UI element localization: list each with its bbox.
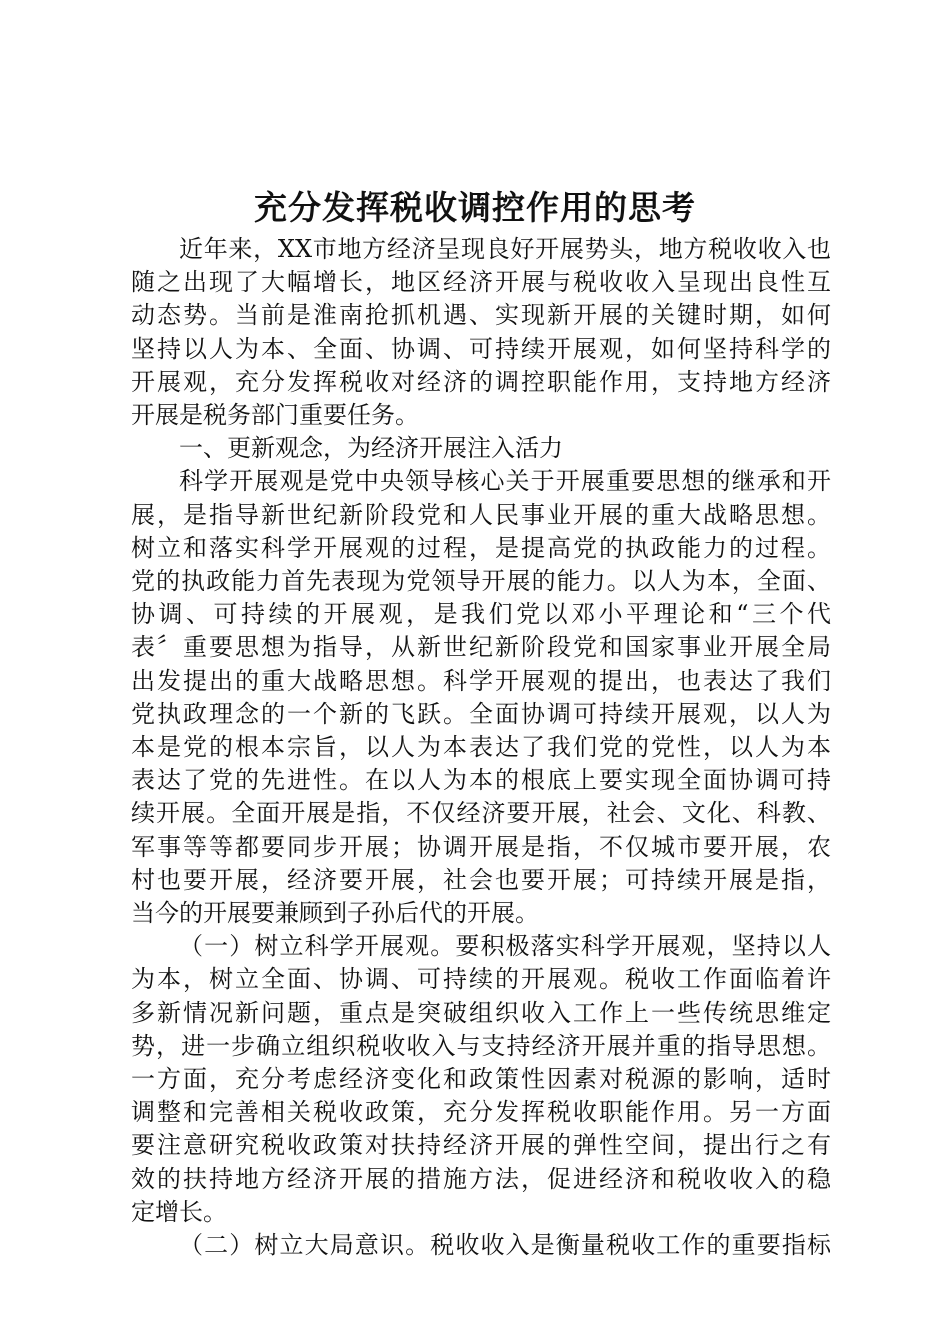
- text-line: 多新情况新问题，重点是突破组织收入工作上一些传统思维定: [131, 998, 831, 1027]
- text-line: 一方面，充分考虑经济变化和政策性因素对税源的影响，适时: [131, 1065, 831, 1094]
- text-line: 本是党的根本宗旨，以人为本表达了我们党的党性，以人为本: [131, 733, 831, 762]
- section-heading: 一、更新观念，为经济开展注入活力: [179, 434, 563, 463]
- text-line: 为本，树立全面、协调、可持续的开展观。税收工作面临着许: [131, 965, 831, 994]
- text-line: 军事等等都要同步开展；协调开展是指，不仅城市要开展，农: [131, 832, 831, 861]
- text-line: 科学开展观是党中央领导核心关于开展重要思想的继承和开: [179, 467, 831, 496]
- text-line: 展，是指导新世纪新阶段党和人民事业开展的重大战略思想。: [131, 500, 831, 529]
- text-line: 效的扶持地方经济开展的措施方法，促进经济和税收收入的稳: [131, 1164, 831, 1193]
- text-line: 动态势。当前是淮南抢抓机遇、实现新开展的关键时期，如何: [131, 301, 831, 330]
- text-line: 村也要开展，经济要开展，社会也要开展；可持续开展是指，: [131, 865, 831, 894]
- text-line: 党执政理念的一个新的飞跃。全面协调可持续开展观，以人为: [131, 699, 831, 728]
- text-line: 当今的开展要兼顾到子孙后代的开展。: [131, 899, 539, 928]
- text-line: 开展观，充分发挥税收对经济的调控职能作用，支持地方经济: [131, 367, 831, 396]
- text-line: 协调、可持续的开展观，是我们党以邓小平理论和“三个代: [131, 600, 831, 629]
- text-line: 调整和完善相关税收政策，充分发挥税收职能作用。另一方面: [131, 1098, 831, 1127]
- text-line: 势，进一步确立组织税收收入与支持经济开展并重的指导思想。: [131, 1031, 831, 1060]
- text-line: 树立和落实科学开展观的过程，是提高党的执政能力的过程。: [131, 533, 831, 562]
- document-body: [131, 233, 831, 1262]
- text-line: 表达了党的先进性。在以人为本的根底上要实现全面协调可持: [131, 766, 831, 795]
- text-line: （一）树立科学开展观。要积极落实科学开展观，坚持以人: [179, 932, 831, 961]
- text-line: 党的执政能力首先表现为党领导开展的能力。以人为本，全面、: [131, 567, 831, 596]
- text-line: 出发提出的重大战略思想。科学开展观的提出，也表达了我们: [131, 666, 831, 695]
- text-line: 近年来，XX市地方经济呈现良好开展势头，地方税收收入也: [179, 235, 831, 263]
- text-line: 随之出现了大幅增长，地区经济开展与税收收入呈现出良性互: [131, 268, 831, 297]
- document-title: 充分发挥税收调控作用的思考: [254, 188, 696, 227]
- text-line: 开展是税务部门重要任务。: [131, 401, 419, 430]
- text-line: 定增长。: [131, 1197, 227, 1226]
- text-line: 续开展。全面开展是指，不仅经济要开展，社会、文化、科教、: [131, 799, 831, 828]
- text-line: 坚持以人为本、全面、协调、可持续开展观，如何坚持科学的: [131, 334, 831, 363]
- text-line: （二）树立大局意识。税收收入是衡量税收工作的重要指标: [179, 1231, 831, 1260]
- text-line: 表〞重要思想为指导，从新世纪新阶段党和国家事业开展全局: [131, 633, 831, 662]
- text-line: 要注意研究税收政策对扶持经济开展的弹性空间，提出行之有: [131, 1131, 831, 1160]
